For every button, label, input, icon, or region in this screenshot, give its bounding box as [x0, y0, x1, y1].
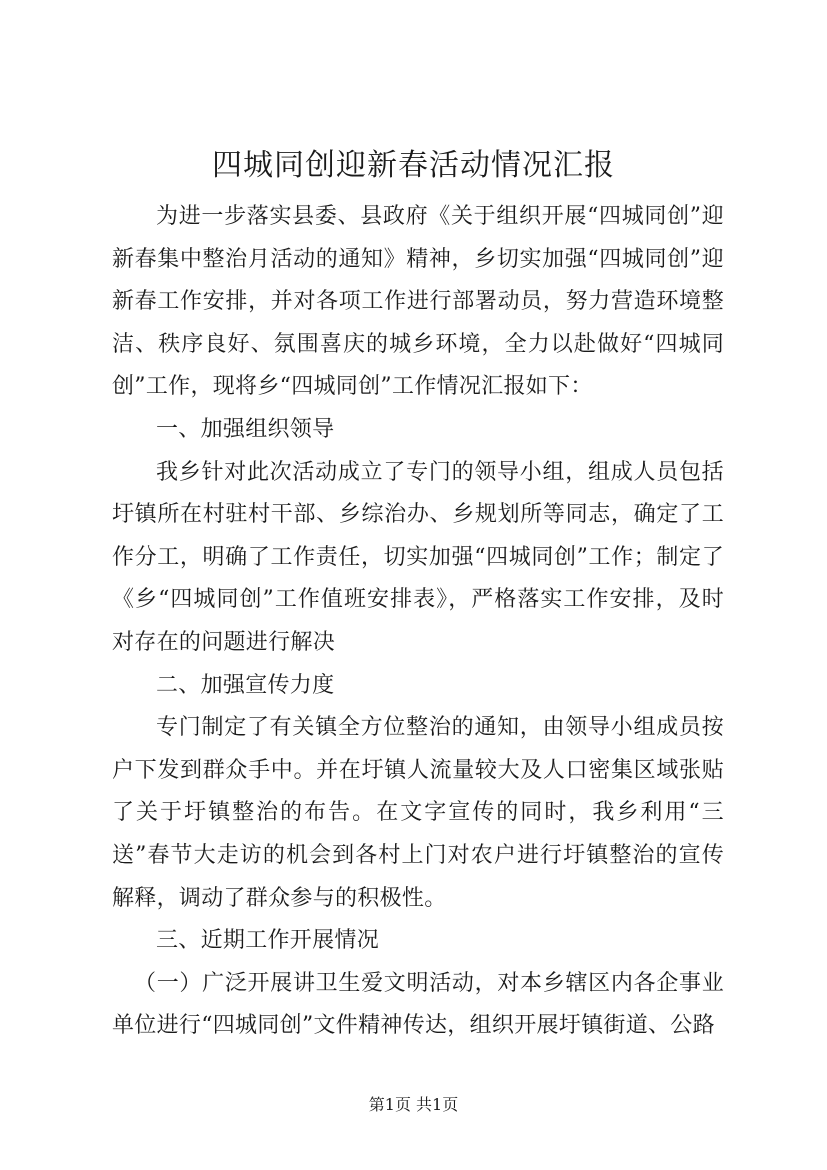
page-number-footer: 第1页 共1页 — [368, 1095, 459, 1114]
document-body — [112, 196, 724, 1048]
intro-paragraph: 为进一步落实县委、县政府《关于组织开展“四城同创”迎新春集中整治月活动的通知》精神，乡切实加强“四城同创”迎新春工作安排，并对各项工作进行部署动员，努力营造环境整洁、秩序良好、氛围喜庆的城乡环境，全力以赴做好“四城同创”工作，现将乡“四城同创”工作情况汇报如下： — [112, 204, 724, 400]
document-title: 四城同创迎新春活动情况汇报 — [212, 148, 615, 183]
section-heading-1: 一、加强组织领导 — [156, 416, 335, 442]
section-paragraph-2: 专门制定了有关镇全方位整治的通知，由领导小组成员按户下发到群众手中。并在圩镇人流量较大及人口密集区域张贴了关于圩镇整治的布告。在文字宣传的同时，我乡利用“三送”春节大走访的机会到各村上门对农户进行圩镇整治的宣传解释，调动了群众参与的积极性。 — [112, 715, 724, 911]
section-paragraph-1: 我乡针对此次活动成立了专门的领导小组，组成人员包括圩镇所在村驻村干部、乡综治办、乡规划所等同志，确定了工作分工，明确了工作责任，切实加强“四城同创”工作；制定了《乡“四城同创”工作值班安排表》，严格落实工作安排，及时对存在的问题进行解决 — [112, 459, 724, 655]
section-heading-3: 三、近期工作开展情况 — [156, 928, 380, 954]
subsection-paragraph-1: （一）广泛开展讲卫生爱文明活动，对本乡辖区内各企事业单位进行“四城同创”文件精神传达，组织开展圩镇街道、公路 — [112, 970, 724, 1039]
section-heading-2: 二、加强宣传力度 — [156, 672, 335, 698]
